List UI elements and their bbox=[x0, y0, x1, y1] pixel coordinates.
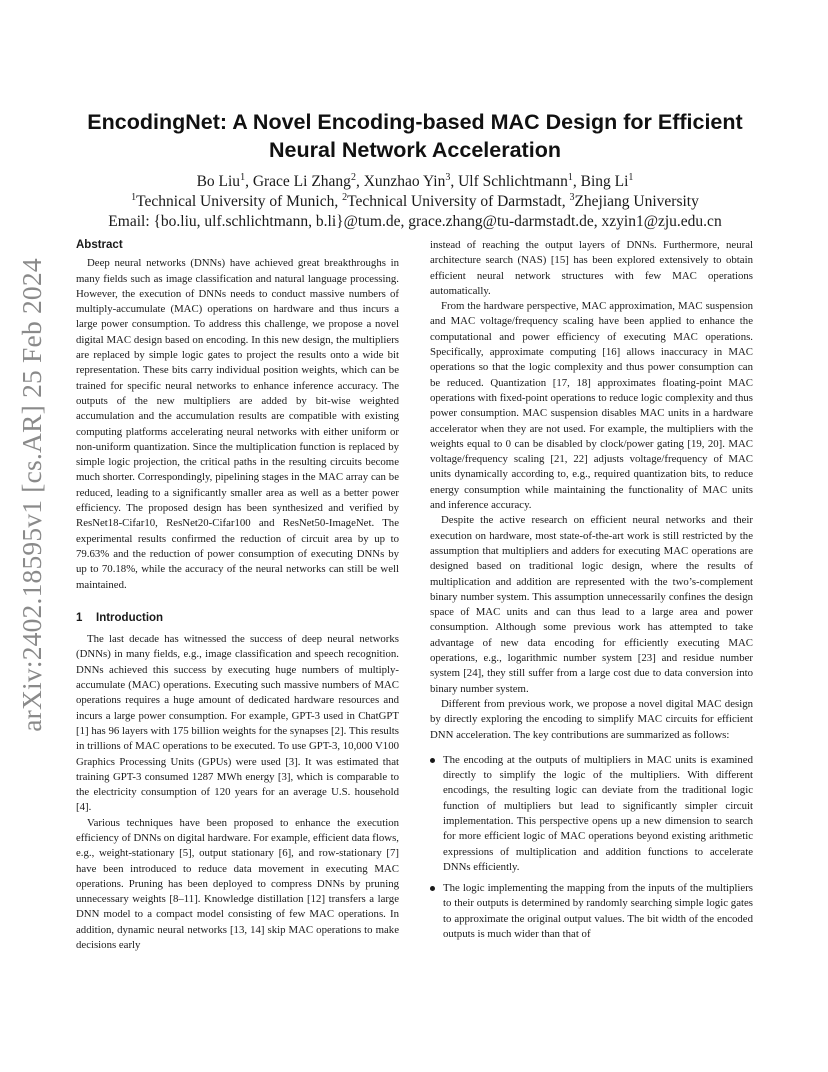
title-line-2: Neural Network Acceleration bbox=[269, 138, 561, 162]
author-affiliation-mark: 3 bbox=[445, 171, 451, 183]
affiliation-mark: 2 bbox=[342, 191, 348, 203]
intro-paragraph-2: Various techniques have been proposed to enhance the execution efficiency of DNNs on digital hardware. For example, efficient data flows, e.g., weight-stationary [5], output stationary [6], and row-stationary [7] have been introduced to reduce data movement in executing MAC operations. Pruning has been deployed to compress DNNs by pruning unnecessary weights [8–11]. Knowledge distillation [12] transfers a large DNN model to a compact model consisting of few MAC operations. In addition, dynamic neural networks [13, 14] skip MAC operations to make decisions early bbox=[76, 816, 399, 952]
author-separator: , bbox=[355, 173, 364, 190]
contribution-text: The logic implementing the mapping from the inputs of the multipliers to their outputs is determined by randomly searching simple logic gates to approximate the original output values. The bit width of the encoded outputs is much wider than that of bbox=[443, 882, 753, 941]
contribution-text: The encoding at the outputs of multipliers in MAC units is examined directly to simplify the logic of the multipliers. With different encodings, the resulting logic can deviate from the traditional logic function of multipliers but lead to significantly simpler circuit implementation. This perspective opens up a new dimension to search for more efficient logic of MAC operations beyond existing arithmetic expressions of multiplication and addition functions to accelerate DNNs efficiently. bbox=[443, 753, 753, 873]
affiliation-list bbox=[60, 192, 770, 212]
bullet-icon bbox=[430, 886, 435, 891]
author-list bbox=[60, 172, 770, 192]
intro-paragraph-1: The last decade has witnessed the success of deep neural networks (DNNs) in many fields, e.g., image classification and speech recognition. DNNs achieved this success by executing huge numbers of multiply-accumulate (MAC) operations. Executing such massive numbers of MAC operations requires a huge amount of dedicated hardware resources and incurs a large power consumption. For example, GPT-3 used in ChatGPT [1] has 96 layers with 175 billion weights for the synapses [2]. This results in trillions of MAC operations to be executed. To use GPT-3, 10,000 V100 Graphics Processing Units (GPUs) were used [3]. It was estimated that training GPT-3 consumed 1287 MWh energy [3], which is comparable to the electricity consumption of 120 years for an average U.S. household [4]. bbox=[76, 633, 399, 814]
author-affiliation-mark: 2 bbox=[350, 171, 356, 183]
intro-paragraph-5: Different from previous work, we propose a novel digital MAC design by directly exploring the encoding to simplify MAC circuits for efficient DNN acceleration. The key contributions are summarized as follows: bbox=[430, 697, 753, 741]
affiliation-mark: 3 bbox=[569, 191, 575, 203]
contribution-list bbox=[430, 753, 753, 943]
affiliation-name: Zhejiang University bbox=[574, 193, 699, 210]
author-name: Bing Li bbox=[580, 173, 629, 190]
intro-paragraph-4: Despite the active research on efficient neural networks and their execution on hardware, most state-of-the-art work is still restricted by the assumption that multipliers and adders for executing MAC operations are designed based on traditional logic design, where the results of multiplication and addition are represented with the two’s-complement binary number system. This assumption unnecessarily confines the design space of MAC units and can thus lead to a large area and power consumption. Although some previous work has attempted to take advantage of new data encoding for efficiently executing MAC operations, e.g., logarithmic number system [23] and residue number system [24], they still suffer from a large cost due to data conversion into binary number system. bbox=[430, 514, 753, 695]
intro-paragraph-3: From the hardware perspective, MAC approximation, MAC suspension and MAC voltage/frequency scaling have been applied to enhance the computational and power efficiency of executing MAC operations. Specifically, approximate computing [16] allows inaccuracy in MAC operations so that the logic complexity and thus power consumption can be reduced. Quantization [17, 18] approximates floating-point MAC operations with fixed-point operations to reduce logic complexity and thus power consumption. MAC suspension disables MAC units in a hardware accelerator when they are not used. For example, the multipliers with the weights equal to 0 can be disabled by clock/power gating [19, 20]. MAC voltage/frequency scaling [21, 22] adjusts voltage/frequency of MAC units dynamically according to, e.g., required quantization bits, to reduce energy consumption while maintaining the functionality of MAC units and inference accuracy. bbox=[430, 300, 753, 512]
author-name: Bo Liu bbox=[196, 173, 241, 190]
arxiv-identifier-stamp bbox=[12, 258, 52, 732]
author-separator: , bbox=[450, 173, 459, 190]
bullet-icon bbox=[430, 758, 435, 763]
author-name: Grace Li Zhang bbox=[252, 173, 351, 190]
author-separator: , bbox=[245, 173, 253, 190]
paper-title bbox=[60, 108, 770, 164]
affiliation-separator: , bbox=[561, 193, 570, 210]
abstract-heading: Abstract bbox=[76, 239, 123, 251]
affiliation-name: Technical University of Munich bbox=[136, 193, 335, 210]
title-line-1: EncodingNet: A Novel Encoding-based MAC Design for Efficient bbox=[87, 110, 743, 134]
right-column bbox=[430, 238, 753, 948]
author-name: Xunzhao Yin bbox=[363, 173, 446, 190]
affiliation-separator: , bbox=[334, 193, 343, 210]
author-affiliation-mark: 1 bbox=[567, 171, 573, 183]
section-number: 1 bbox=[76, 611, 83, 624]
author-emails: Email: {bo.liu, ulf.schlichtmann, b.li}@tum.de, grace.zhang@tu-darmstadt.de, xzyin1@zju.edu.cn bbox=[108, 213, 722, 230]
section-heading-introduction bbox=[76, 611, 399, 626]
arxiv-id-text: arXiv:2402.18595v1 [cs.AR] 25 Feb 2024 bbox=[16, 258, 47, 732]
contribution-item bbox=[430, 881, 753, 942]
author-affiliation-mark: 1 bbox=[628, 171, 634, 183]
intro-paragraph-continuation: instead of reaching the output layers of DNNs. Furthermore, neural architecture search (NAS) [15] has been explored extensively to obtain efficient neural network structures with few MAC operations automatically. bbox=[430, 239, 753, 297]
affiliation-name: Technical University of Darmstadt bbox=[347, 193, 562, 210]
section-title: Introduction bbox=[96, 611, 164, 624]
left-column bbox=[76, 238, 399, 953]
author-separator: , bbox=[572, 173, 581, 190]
abstract-text: Deep neural networks (DNNs) have achieved great breakthroughs in many fields such as image classification and natural language processing. However, the execution of DNNs needs to conduct massive numbers of multiply-accumulate (MAC) operations on hardware and thus incurs a large power consumption. To address this challenge, we propose a novel digital MAC design based on encoding. In this new design, the multipliers are replaced by simple logic gates to project the results onto a wide bit representation. These bits carry individual position weights, which can be trained for specific neural networks to enhance inference accuracy. The outputs of the new multipliers are added by bit-wise weighted accumulation and the accumulation results are compatible with existing computing platforms accelerating neural networks with either uniform or non-uniform quantization. Since the multiplication function is replaced by simple logic projection, the critical paths in the resulting circuits become much shorter. Correspondingly, pipelining stages in the MAC array can be reduced, leading to a significantly smaller area as well as a better power efficiency. The proposed design has been synthesized and verified by ResNet18-Cifar10, ResNet20-Cifar100 and ResNet50-ImageNet. The experimental results confirmed the reduction of circuit area by up to 79.63% and the reduction of power consumption of executing DNNs by up to 70.18%, while the accuracy of the neural networks can still be well maintained. bbox=[76, 257, 399, 591]
author-name: Ulf Schlichtmann bbox=[458, 173, 568, 190]
affiliation-mark: 1 bbox=[131, 191, 137, 203]
author-affiliation-mark: 1 bbox=[240, 171, 246, 183]
contribution-item bbox=[430, 753, 753, 875]
paper-header bbox=[60, 108, 770, 232]
